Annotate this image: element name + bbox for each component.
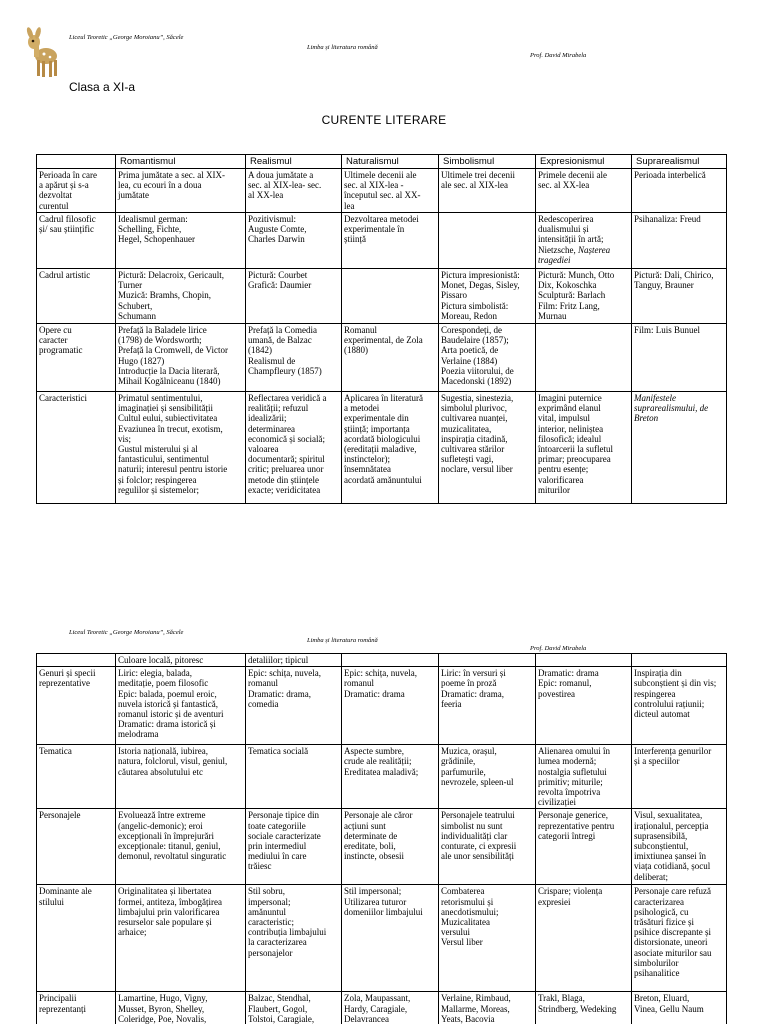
table-cell: Visul, sexualitatea, iraționalul, percepția suprasensibilă, subconștientul, imixtiunea șansei în viața cotidiană, șocul deliberat;: [632, 809, 727, 885]
table-row: [37, 745, 727, 809]
table-cell: Stil sobru, impersonal; amănuntul caracteristic; contribuția limbajului la caracterizarea personajelor: [246, 885, 342, 992]
table-cell: [632, 654, 727, 667]
row-label: Personajele: [37, 809, 116, 885]
table-cell: Liric: elegia, balada, meditație, poem filosofic Epic: balada, poemul eroic, nuvela istorică și fantastică, romanul istoric și de aventuri Dramatic: drama istorică și melodrama: [116, 667, 246, 745]
table-cell: Istoria națională, iubirea, natura, folclorul, visul, geniul, căutarea absolutului etc: [116, 745, 246, 809]
row-label: [37, 654, 116, 667]
table-cell: Imagini puternice exprimând elanul vital, impulsul interior, neliniștea filosofică; idealul întoarcerii la sufletul primar; preocuparea pentru esențe; valorificarea miturilor: [536, 392, 632, 504]
table-cell: Alienarea omului în lumea modernă; nostalgia sufletului primitiv; miturile; revolta împotriva civilizației: [536, 745, 632, 809]
subject-name: Limba și literatura română: [307, 44, 378, 51]
header-expresionismul: Expresionismul: [536, 155, 632, 169]
table-cell: [536, 654, 632, 667]
table-cell: Idealismul german: Schelling, Fichte, Hegel, Schopenhauer: [116, 213, 246, 269]
table-cell: A doua jumătate a sec. al XIX-lea- sec. al XX-lea: [246, 169, 342, 213]
table-cell: Balzac, Stendhal, Flaubert, Gogol, Tolstoi, Caragiale,: [246, 992, 342, 1024]
table-row: [37, 992, 727, 1024]
table-cell: Manifestele suprarealismului, de Breton: [632, 392, 727, 504]
teacher-name: Prof. David Mirabela: [530, 52, 587, 59]
table-row: [37, 213, 727, 269]
row-label: Caracteristici: [37, 392, 116, 504]
table-cell: Perioada interbelică: [632, 169, 727, 213]
table-cell: Pictură: Delacroix, Gericault, Turner Muzică: Bramhs, Chopin, Schubert, Schumann: [116, 269, 246, 324]
header-naturalismul: Naturalismul: [342, 155, 439, 169]
row-label: Dominante ale stilului: [37, 885, 116, 992]
table-cell: Culoare locală, pitoresc: [116, 654, 246, 667]
table-cell: Primatul sentimentului, imaginației și sensibilității Cultul eului, subiectivitatea Evaziunea în trecut, exotism, vis; Gustul misterului și al fantasticului, sentimentul naturii; interesul pentru istorie și folclor; respingerea regulilor și sistemelor;: [116, 392, 246, 504]
table-cell: Pictură: Courbet Grafică: Daumier: [246, 269, 342, 324]
school-name-page2: Liceul Teoretic „George Moroianu”, Săcele: [69, 629, 184, 636]
table-cell: Lamartine, Hugo, Vigny, Musset, Byron, Shelley, Coleridge, Poe, Novalis,: [116, 992, 246, 1024]
table-cell: Personaje ale căror acțiuni sunt determinate de ereditate, boli, instincte, obsesii: [342, 809, 439, 885]
class-label: Clasa a XI-a: [69, 80, 136, 94]
table-cell: Epic: schița, nuvela, romanul Dramatic: drama: [342, 667, 439, 745]
table-cell: detaliilor; tipicul: [246, 654, 342, 667]
row-label: Genuri și specii reprezentative: [37, 667, 116, 745]
table-cell: Aplicarea în literatură a metodei experimentale din știință; importanța acordată biologicului (ereditații maladive, instinctelor); însemnătatea acordată amănuntului: [342, 392, 439, 504]
table-row: [37, 324, 727, 392]
table-cell: Stil impersonal; Utilizarea tuturor domeniilor limbajului: [342, 885, 439, 992]
table-cell: Muzica, orașul, grădinile, parfumurile, nevrozele, spleen-ul: [439, 745, 536, 809]
table-header-row: [37, 155, 727, 169]
table-row: [37, 392, 727, 504]
table-cell: Trakl, Blaga, Strindberg, Wedeking: [536, 992, 632, 1024]
row-label: Tematica: [37, 745, 116, 809]
header-suprarealismul: Suprarealismul: [632, 155, 727, 169]
table-cell: Pictură: Munch, Otto Dix, Kokoschka Sculptură: Barlach Film: Fritz Lang, Murnau: [536, 269, 632, 324]
table-cell: Epic: schița, nuvela, romanul Dramatic: drama, comedia: [246, 667, 342, 745]
table-cell: Film: Luis Bunuel: [632, 324, 727, 392]
table-cell: Liric: în versuri și poeme în proză Dramatic: drama, feeria: [439, 667, 536, 745]
table-cell: [439, 213, 536, 269]
teacher-name-page2: Prof. David Mirabela: [530, 645, 587, 652]
table-cell: Primele decenii ale sec. al XX-lea: [536, 169, 632, 213]
table-cell: Prefață la Comedia umană, de Balzac (1842) Realismul de Champfleury (1857): [246, 324, 342, 392]
table-cell: Pictură: Dali, Chirico, Tanguy, Brauner: [632, 269, 727, 324]
literary-movements-table-part1: [36, 154, 727, 504]
table-cell: Romanul experimental, de Zola (1880): [342, 324, 439, 392]
table-cell: [342, 269, 439, 324]
table-cell: Pictura impresionistă: Monet, Degas, Sisley, Pissaro Pictura simbolistă: Moreau, Redon: [439, 269, 536, 324]
table-cell: Crispare; violența expresiei: [536, 885, 632, 992]
table-cell: Personaje generice, reprezentative pentru categorii întregi: [536, 809, 632, 885]
header-simbolismul: Simbolismul: [439, 155, 536, 169]
table-cell: Dramatic: drama Epic: romanul, povestirea: [536, 667, 632, 745]
table-row: [37, 667, 727, 745]
table-cell: Aspecte sumbre, crude ale realității; Ereditatea maladivă;: [342, 745, 439, 809]
table-row: [37, 809, 727, 885]
table-cell: Combaterea retorismului și anecdotismului; Muzicalitatea versului Versul liber: [439, 885, 536, 992]
subject-name-page2: Limba și literatura română: [307, 637, 378, 644]
row-label: Principalii reprezentanți: [37, 992, 116, 1024]
row-label: Opere cu caracter programatic: [37, 324, 116, 392]
table-cell: Interferența genurilor și a speciilor: [632, 745, 727, 809]
table-cell: Inspirația din subconștient și din vis; respingerea controlului rațiunii; dicteul automat: [632, 667, 727, 745]
table-cell: Personaje tipice din toate categoriile sociale caracterizate prin intermediul mediului în care trăiesc: [246, 809, 342, 885]
table-cell: Corespondeți, de Baudelaire (1857); Arta poetică, de Verlaine (1884) Poezia viitorului, de Macedonski (1892): [439, 324, 536, 392]
table-cell: Reflectarea veridică a realității; refuzul idealizării; determinarea economică și socială; valoarea documentară; spiritul critic; preluarea unor metode din științele exacte; veridicitatea: [246, 392, 342, 504]
table-cell: Personajele teatrului simbolist nu sunt individualități clar conturate, ci expresii ale unor sensibilități: [439, 809, 536, 885]
table-cell: Zola, Maupassant, Hardy, Caragiale, Delavrancea: [342, 992, 439, 1024]
table-cell: Originalitatea și libertatea formei, antiteza, îmbogățirea limbajului prin valorificarea resurselor sale populare și arhaice;: [116, 885, 246, 992]
table-cell: Tematica socială: [246, 745, 342, 809]
table-cell: [536, 324, 632, 392]
table-cell: Pozitivismul: Auguste Comte, Charles Darwin: [246, 213, 342, 269]
table-cell: Verlaine, Rimbaud, Mallarme, Moreas, Yeats, Bacovia: [439, 992, 536, 1024]
cell-text-visible: Redescoperirea dualismului și intensității în artă; Nietzsche, Nașterea tragediei: [538, 214, 611, 265]
table-row: [37, 269, 727, 324]
table-cell: [342, 654, 439, 667]
table-cell: Breton, Eluard, Vinea, Gellu Naum: [632, 992, 727, 1024]
table-cell: Ultimele trei decenii ale sec. al XIX-lea: [439, 169, 536, 213]
table-cell: Prima jumătate a sec. al XIX- lea, cu ecouri în a doua jumătate: [116, 169, 246, 213]
row-label: Cadrul filosofic și/ sau științific: [37, 213, 116, 269]
literary-movements-table-part2: [36, 653, 727, 1024]
table-cell: [439, 654, 536, 667]
table-row: [37, 654, 727, 667]
table-cell: [536, 213, 632, 269]
page-title: CURENTE LITERARE: [321, 113, 447, 127]
table-cell: Dezvoltarea metodei experimentale în știință: [342, 213, 439, 269]
table-cell: Psihanaliza: Freud: [632, 213, 727, 269]
table-row: [37, 885, 727, 992]
table-cell: Ultimele decenii ale sec. al XIX-lea - începutul sec. al XX- lea: [342, 169, 439, 213]
row-label: Perioada în care a apărut și s-a dezvoltat curentul: [37, 169, 116, 213]
table-cell: Evoluează între extreme (angelic-demonic); eroi excepționali în împrejurări excepționale: titanul, geniul, demonul, revoltatul singuratic: [116, 809, 246, 885]
table-cell: Sugestia, sinestezia, simbolul plurivoc, cultivarea nuanței, muzicalitatea, inspirația citadină, cultivarea stărilor sufletești vagi, noclare, versul liber: [439, 392, 536, 504]
table-cell: Prefață la Baladele lirice (1798) de Wordsworth; Prefață la Cromwell, de Victor Hugo (1827) Introducție la Dacia literară, Mihail Kogălniceanu (1840): [116, 324, 246, 392]
school-name: Liceul Teoretic „George Moroianu”, Săcele: [69, 34, 184, 41]
table-cell: Personaje care refuză caracterizarea psihologică, cu trăsături fizice și psihice discrepante și distorsionate, uneori asociate miturilor sau simbolurilor psihanalitice: [632, 885, 727, 992]
deer-logo-icon: [24, 26, 64, 80]
header-romantismul: Romantismul: [116, 155, 246, 169]
row-label: Cadrul artistic: [37, 269, 116, 324]
header-cell-empty: [37, 155, 116, 169]
header-realismul: Realismul: [246, 155, 342, 169]
table-row: [37, 169, 727, 213]
